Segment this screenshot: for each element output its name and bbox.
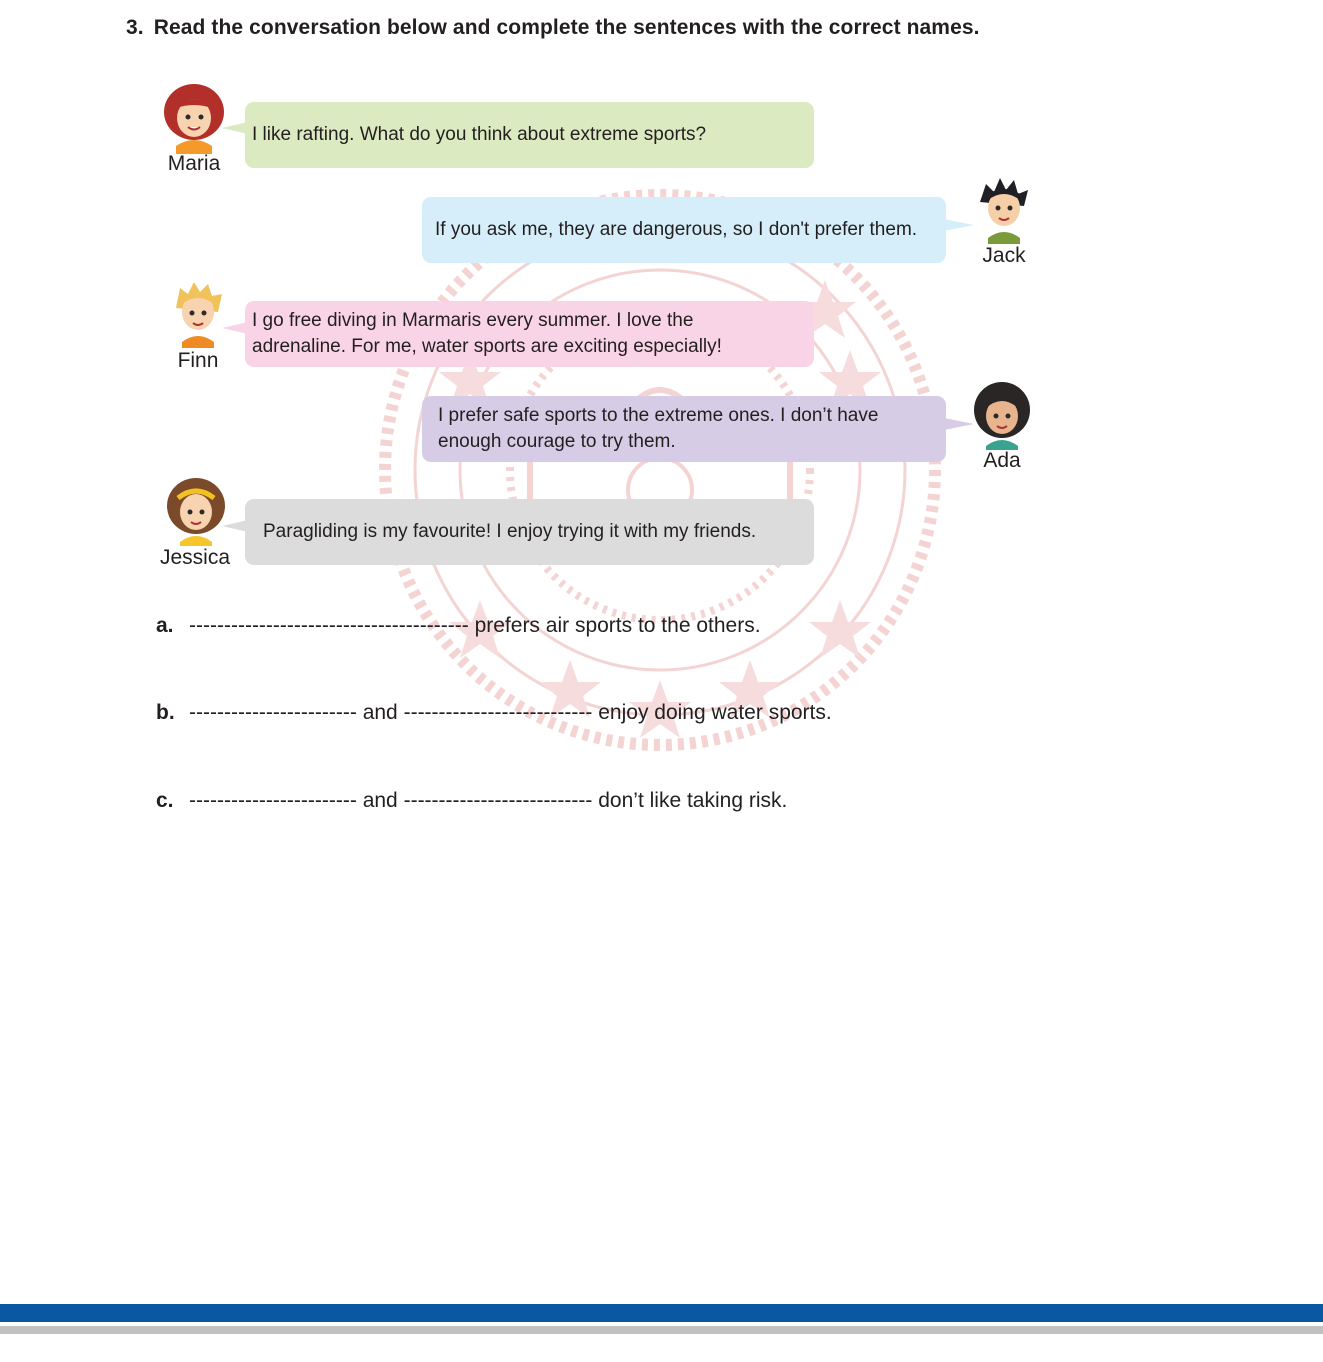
question-letter: a. [156,614,174,637]
bubble-tail [944,418,974,430]
speech-text: I like rafting. What do you think about extreme sports? [252,124,707,145]
exercise-instruction [126,16,980,40]
speech-text: If you ask me, they are dangerous, so I don't prefer them. [435,219,918,240]
speech-text-line: enough courage to try them. [438,431,676,452]
answer-blank[interactable]: --------------------------- [403,701,593,724]
answer-blank[interactable]: ------------------------ [189,789,357,812]
speech-text-line: I prefer safe sports to the extreme ones. I don’t have [438,405,879,426]
question-text: prefers air sports to the others. [474,614,761,637]
speaker-name-maria: Maria [167,152,221,175]
speaker-name-ada: Ada [983,449,1021,472]
speech-text: Paragliding is my favourite! I enjoy trying it with my friends. [263,521,757,542]
speaker-name-finn: Finn [177,349,219,372]
girl-headband-avatar-icon [160,474,232,546]
answer-blank[interactable]: ------------------------ [189,701,357,724]
answer-blank[interactable]: --------------------------- [403,789,593,812]
speaker-name-jack: Jack [982,244,1026,267]
speech-bubble-jack [422,197,946,263]
girl-curly-hair-avatar-icon [966,378,1038,450]
question-c [156,789,787,813]
speech-bubble-ada [422,396,946,462]
boy-blond-hair-avatar-icon [162,276,234,348]
watermark-seal-icon [370,180,950,760]
bubble-tail [944,219,974,231]
girl-red-hair-avatar-icon [158,82,230,154]
speech-text-line: adrenaline. For me, water sports are exciting especially! [252,336,722,357]
exercise-number: 3. [126,16,144,39]
footer-grey-bar [0,1326,1323,1334]
speech-bubble-finn [245,301,814,367]
speech-text-line: I go free diving in Marmaris every summer. I love the [252,310,694,331]
question-a [156,614,761,638]
footer-blue-bar [0,1304,1323,1322]
question-text: enjoy doing water sports. [598,701,832,724]
boy-black-hair-avatar-icon [968,172,1040,244]
question-connector: and [362,789,398,812]
question-letter: c. [156,789,174,812]
speaker-name-jessica: Jessica [159,546,231,569]
question-text: don’t like taking risk. [598,789,788,812]
speech-bubble-jessica [245,499,814,565]
question-b [156,701,832,725]
question-connector: and [362,701,398,724]
speech-bubble-maria [245,102,814,168]
instruction-text: Read the conversation below and complete the sentences with the correct names. [153,16,980,39]
answer-blank[interactable]: ---------------------------------------- [189,614,469,637]
question-letter: b. [156,701,175,724]
